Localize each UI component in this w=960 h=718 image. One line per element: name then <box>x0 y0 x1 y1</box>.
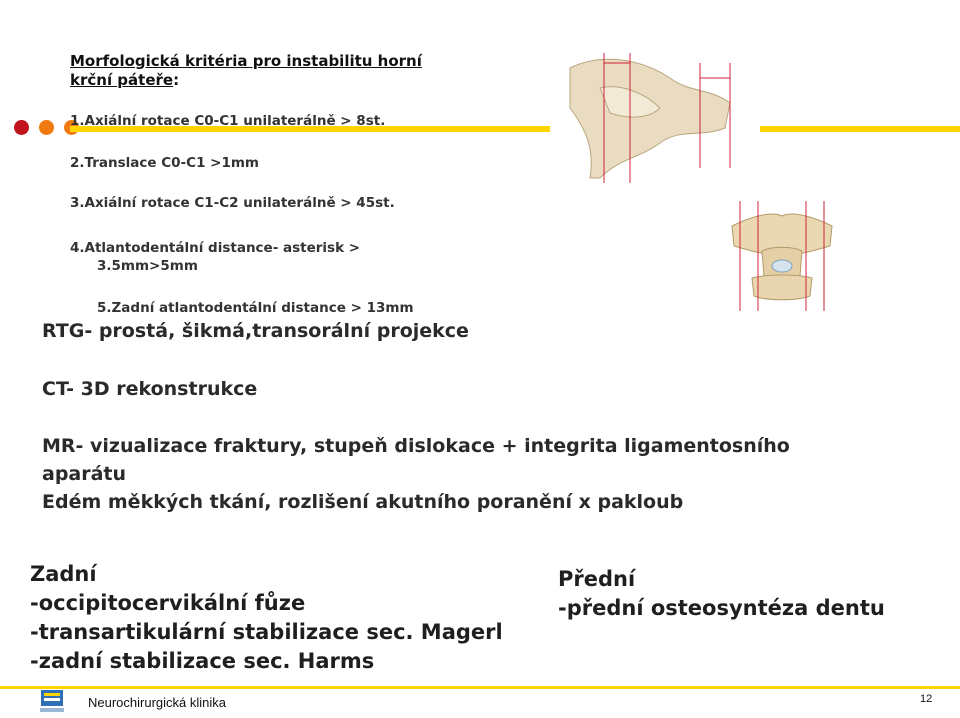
clinic-logo-icon <box>38 688 66 714</box>
mr-text-line-2: aparátu <box>42 463 127 485</box>
page-number: 12 <box>920 693 933 705</box>
criteria-item-4: 4.Atlantodentální distance- asterisk > <box>70 240 361 256</box>
criteria-item-3: 3.Axiální rotace C1-C2 unilaterálně > 45st. <box>70 195 395 211</box>
criteria-item-4-cont: 3.5mm>5mm <box>97 258 198 274</box>
rtg-text: RTG- prostá, šikmá,transorální projekce <box>42 320 469 342</box>
anterior-section <box>558 565 938 623</box>
atlas-axis-lateral-illustration <box>560 48 760 188</box>
title-line-1: Morfologická kritéria pro instabilitu horní <box>70 52 422 70</box>
accent-bar-right <box>726 126 960 132</box>
title-line-2: krční páteře <box>70 71 174 89</box>
posterior-item: -occipitocervikální fůze <box>30 591 306 615</box>
ct-text: CT- 3D rekonstrukce <box>42 378 258 400</box>
posterior-item: -transartikulární stabilizace sec. Magerl <box>30 620 503 644</box>
edem-text: Edém měkkých tkání, rozlišení akutního poranění x pakloub <box>42 491 684 513</box>
orange-dot-icon <box>39 120 54 135</box>
anterior-heading: Přední <box>558 567 636 591</box>
anterior-item: -přední osteosyntéza dentu <box>558 596 885 620</box>
footer-clinic-name: Neurochirurgická klinika <box>88 695 226 710</box>
red-dot-icon <box>14 120 29 135</box>
posterior-section <box>30 560 510 676</box>
slide-title <box>70 52 490 90</box>
criteria-item-1: 1.Axiální rotace C0-C1 unilaterálně > 8st. <box>70 113 386 129</box>
criteria-item-2: 2.Translace C0-C1 >1mm <box>70 155 259 171</box>
posterior-heading: Zadní <box>30 562 97 586</box>
posterior-item: -zadní stabilizace sec. Harms <box>30 649 375 673</box>
mr-text-line-1: MR- vizualizace fraktury, stupeň dislokace + integrita ligamentosního <box>42 435 790 457</box>
atlas-axis-frontal-illustration <box>712 196 852 316</box>
criteria-item-5: 5.Zadní atlantodentální distance > 13mm <box>97 300 414 316</box>
title-colon: : <box>173 71 180 89</box>
